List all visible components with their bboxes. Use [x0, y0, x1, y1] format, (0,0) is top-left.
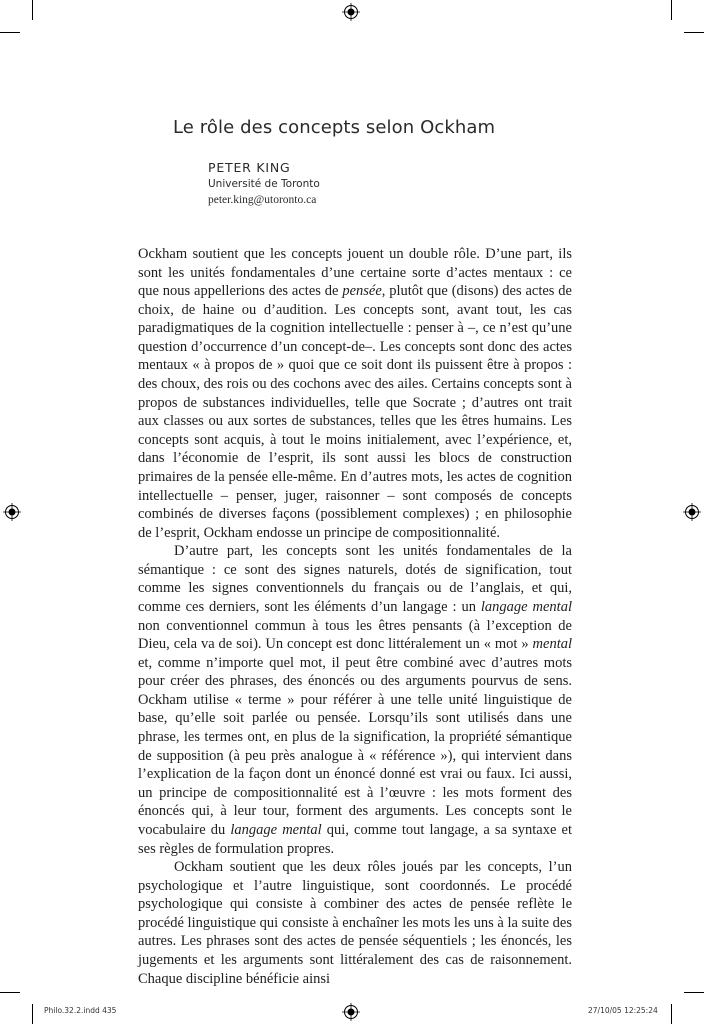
text-run: qui, comme tout langage, a sa syntaxe et ses règles de formulation propres. — [138, 821, 572, 857]
registration-mark-icon — [3, 503, 21, 521]
author-block — [208, 160, 320, 208]
crop-mark-bottom-right-h — [684, 992, 704, 993]
text-run: Ockham soutient que les concepts jouent un double rôle. D’une part, ils sont les unités fondamentales d’une certaine sorte d’actes mentaux : ce que nous appellerions des actes de — [138, 246, 572, 300]
author-name: PETER KING — [208, 160, 291, 175]
registration-mark-icon — [342, 3, 360, 21]
italic-run: langage mental — [230, 821, 322, 838]
author-email: peter.king@utoronto.ca — [208, 194, 317, 206]
footer-file-label: Philo.32.2.indd 435 — [44, 1006, 117, 1015]
text-run: et, comme n’importe quel mot, il peut être combiné avec d’autres mots pour créer des phrases, des énoncés ou des arguments pourvus de sens. Ockham utilise « terme » pour référer à une telle unité linguistique de base, qu’elle soit parlée ou pensée. Lorsqu’ils sont utilisés dans une phrase, les termes ont, en plus de la signification, la propriété sémantique de supposition (à peu près analogue à « référence »), qui intervient dans l’explication de la façon dont un énoncé donné est vrai ou faux. Ici aussi, un principe de compositionnalité est à l’œuvre : les mots forment des énoncés qui, à leur tour, forment des arguments. Les concepts sont le vocabulaire du — [138, 654, 572, 838]
paragraph — [138, 858, 572, 988]
crop-mark-bottom-left — [32, 1004, 33, 1024]
italic-run: pensée — [342, 283, 382, 300]
crop-mark-bottom-left-h — [0, 992, 20, 993]
crop-mark-top-left — [32, 0, 33, 20]
italic-run: mental — [532, 636, 572, 653]
footer-timestamp: 27/10/05 12:25:24 — [588, 1006, 658, 1015]
crop-mark-bottom-right — [671, 1004, 672, 1024]
author-affiliation: Université de Toronto — [208, 178, 320, 190]
text-run: , plutôt que (disons) des actes de choix, de haine ou d’audition. Les concepts sont, avant tout, les cas paradigmatiques de la cognition intellectuelle : penser à –, ce n’est qu’une question d’occurrence d’un concept-de–. Les concepts sont donc des actes mentaux « à propos de » quoi que ce soit dont ils puissent être à propos : des choux, des rois ou des cochons avec des ailes. Certains concepts sont à propos de substances individuelles, telle que Socrate ; d’autres ont trait aux classes ou aux sortes de substances, telles que les êtres humains. Les concepts sont acquis, à tout le moins initialement, avec l’expérience, et, dans l’économie de l’esprit, ils sont aussi les blocs de construction primaires de la pensée elle-même. En d’autres mots, les actes de cognition intellectuelle – penser, juger, raisonner – sont composés de concepts combinés de diverses façons (possiblement complexes) ; en philosophie de l’esprit, Ockham endosse un principe de compositionnalité. — [138, 283, 572, 541]
body-text — [138, 245, 572, 988]
text-run: non conventionnel commun à tous les êtres pensants (à l’exception de Dieu, cela va de soi). Un concept est donc littéralement un « mot » — [138, 617, 572, 653]
registration-mark-icon — [683, 503, 701, 521]
registration-mark-icon — [342, 1003, 360, 1021]
paragraph — [138, 542, 572, 858]
paragraph — [138, 245, 572, 542]
text-run: D’autre part, les concepts sont les unités fondamentales de la sémantique : ce sont des signes naturels, dotés de signification, tout comme les signes conventionnels du français ou de l’anglais, et qui, comme ces derniers, sont les éléments d’un langage : un — [138, 543, 572, 615]
article-title: Le rôle des concepts selon Ockham — [173, 117, 496, 138]
crop-mark-top-right-h — [684, 32, 704, 33]
italic-run: langage mental — [480, 598, 572, 615]
crop-mark-top-left-h — [0, 32, 20, 33]
crop-mark-top-right — [671, 0, 672, 20]
text-run: Ockham soutient que les deux rôles joués par les concepts, l’un psychologique et l’autre linguistique, sont coordonnés. Le procédé psychologique qui consiste à combiner des actes de pensée reflète le procédé linguistique qui consiste à enchaîner les mots les uns à la suite des autres. Les phrases sont des actes de pensée séquentiels ; les énoncés, les jugements et les arguments sont littéralement des cas de raisonnement. Chaque discipline bénéficie ainsi — [138, 859, 572, 987]
